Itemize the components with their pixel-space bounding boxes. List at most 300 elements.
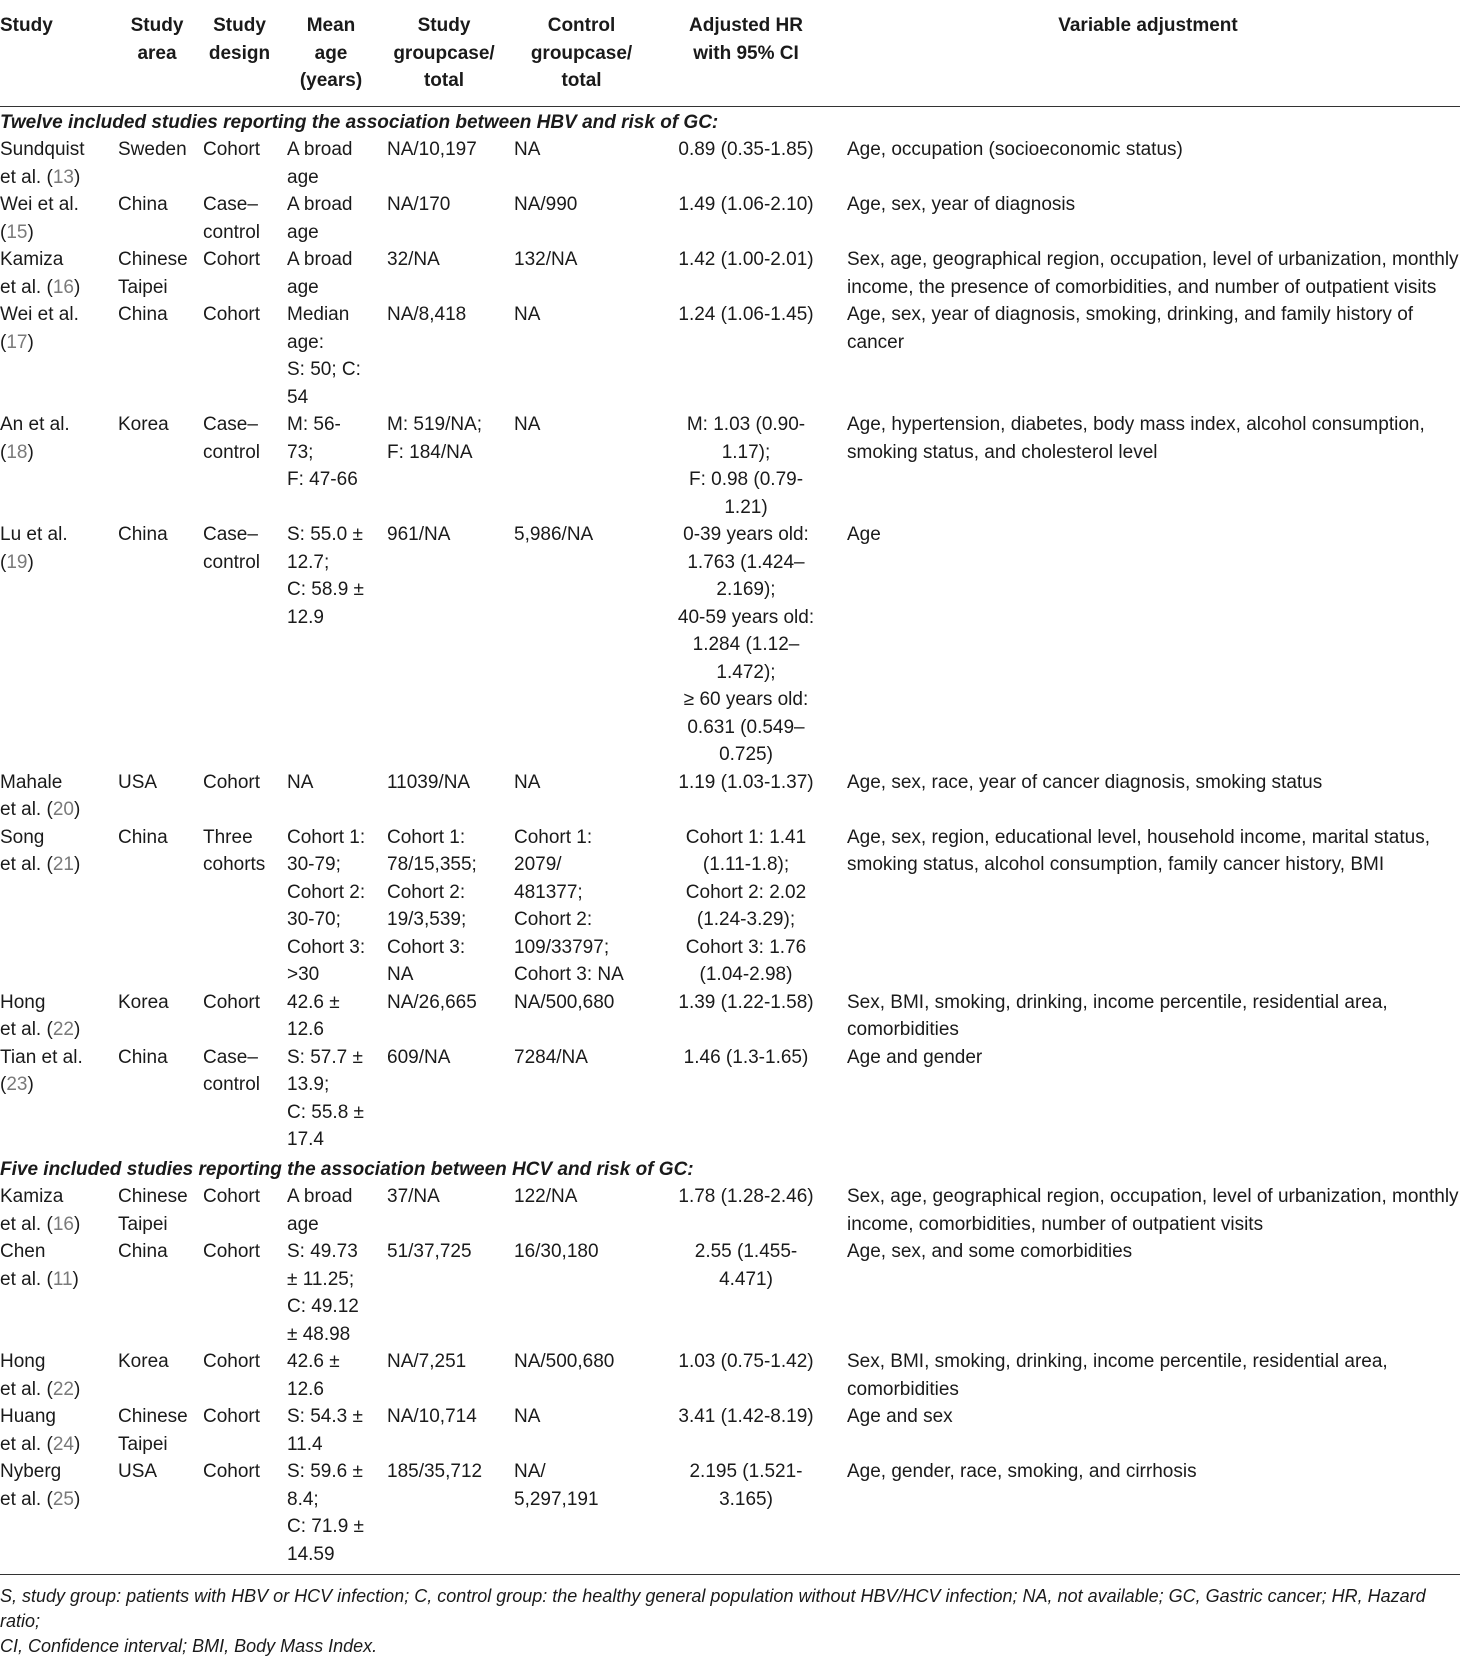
variables-text: Age, sex, year of diagnosis	[847, 194, 1076, 215]
reference-link[interactable]: 15	[6, 221, 28, 243]
header-text: total	[561, 70, 602, 91]
table-row	[0, 246, 1460, 301]
area-text: USA	[118, 771, 158, 793]
citation-paren: )	[27, 331, 34, 353]
header-variable-adjustment	[836, 0, 1460, 106]
study-cell	[0, 191, 116, 246]
variables-cell	[836, 1238, 1460, 1348]
reference-link[interactable]: 22	[52, 1378, 74, 1400]
study-cell	[0, 824, 116, 989]
age-cell	[281, 521, 381, 769]
hr-text: (1.24-3.29);	[696, 909, 796, 930]
hr-text: 1.472);	[716, 661, 776, 683]
age-cell	[281, 191, 381, 246]
area-text: Chinese	[118, 1406, 188, 1427]
hr-text: 1.284 (1.12–	[692, 634, 800, 655]
area-text: China	[118, 194, 168, 215]
header-text: age	[314, 42, 348, 64]
study-cell	[0, 136, 116, 191]
study-group-text: 37/NA	[387, 1186, 440, 1207]
reference-link[interactable]: 24	[52, 1433, 74, 1455]
study-group-text: 609/NA	[387, 1046, 451, 1068]
study-group-text: Cohort 3:	[387, 936, 466, 958]
design-cell	[198, 769, 281, 824]
age-text: age	[287, 221, 319, 243]
variables-cell	[836, 769, 1460, 824]
reference-link[interactable]: 21	[52, 854, 74, 875]
citation-paren: )	[73, 1019, 81, 1040]
study-group-text: 78/15,355;	[387, 854, 477, 875]
area-text: China	[118, 1046, 168, 1068]
study-group-cell	[381, 989, 507, 1044]
variables-text: Sex, age, geographical region, occupation, level of urbanization, monthly	[847, 1186, 1459, 1207]
design-text: Three	[203, 826, 253, 848]
study-author-text: et al. (	[0, 1488, 53, 1510]
control-group-text: 16/30,180	[514, 1241, 599, 1262]
header-text: Study	[213, 15, 266, 36]
header-text: total	[423, 70, 465, 91]
design-text: Cohort	[203, 1461, 261, 1482]
study-group-cell	[381, 301, 507, 411]
header-control-group	[507, 0, 656, 106]
control-group-cell	[507, 824, 656, 989]
variables-cell	[836, 989, 1460, 1044]
study-cell	[0, 411, 116, 521]
hr-text: 1.763 (1.424–	[687, 551, 805, 573]
area-cell	[116, 1238, 198, 1348]
age-text: age	[287, 166, 319, 188]
hr-text: ≥ 60 years old:	[683, 689, 809, 710]
age-text: C: 58.9 ±	[287, 579, 364, 600]
control-group-text: NA	[514, 139, 541, 160]
variables-text: Age, sex, region, educational level, household income, marital status,	[847, 826, 1430, 848]
control-group-cell	[507, 411, 656, 521]
design-text: Cohort	[203, 1351, 261, 1372]
age-cell	[281, 989, 381, 1044]
header-mean-age	[281, 0, 381, 106]
reference-link[interactable]: 11	[52, 1268, 73, 1290]
hr-text: 1.21)	[724, 496, 768, 518]
control-group-text: 122/NA	[514, 1186, 578, 1207]
header-text: Study	[130, 15, 184, 36]
study-citation	[0, 329, 112, 357]
reference-link[interactable]: 20	[52, 799, 74, 820]
area-text: China	[118, 304, 168, 325]
study-author-text: et al. (	[0, 1433, 53, 1455]
header-study-group	[381, 0, 507, 106]
control-group-cell	[507, 1183, 656, 1238]
reference-link[interactable]: 17	[6, 331, 28, 353]
hr-text: 2.169);	[716, 579, 776, 600]
citation-paren: )	[73, 1433, 81, 1455]
age-text: Median	[287, 304, 350, 325]
study-group-text: NA/8,418	[387, 304, 467, 325]
age-cell	[281, 1044, 381, 1154]
study-group-text: Cohort 1:	[387, 826, 466, 848]
area-text: Taipei	[118, 1213, 168, 1235]
area-cell	[116, 769, 198, 824]
age-text: C: 71.9 ±	[287, 1516, 364, 1537]
area-text: Korea	[118, 414, 169, 435]
area-cell	[116, 824, 198, 989]
table-row	[0, 989, 1460, 1044]
variables-cell	[836, 1183, 1460, 1238]
age-cell	[281, 769, 381, 824]
study-text: Kamiza	[0, 1186, 64, 1207]
age-text: C: 49.12	[287, 1296, 359, 1317]
age-cell	[281, 136, 381, 191]
study-author-text: (	[0, 441, 7, 463]
age-text: S: 49.73	[287, 1241, 358, 1262]
variables-text: Sex, age, geographical region, occupation, level of urbanization, monthly	[847, 249, 1459, 270]
age-text: 12.6	[287, 1378, 324, 1400]
design-cell	[198, 1458, 281, 1568]
control-group-text: NA/	[514, 1461, 546, 1482]
study-author-text: et al. (	[0, 1268, 53, 1290]
citation-paren: )	[27, 221, 34, 243]
citation-paren: )	[72, 1268, 79, 1290]
study-text: An et al.	[0, 414, 70, 435]
table-footnote	[0, 1574, 1460, 1659]
area-text: Korea	[118, 991, 169, 1013]
age-text: A broad	[287, 1186, 353, 1207]
study-group-text: F: 184/NA	[387, 441, 473, 463]
variables-text: income, the presence of comorbidities, and number of outpatient visits	[847, 276, 1437, 298]
table-row	[0, 136, 1460, 191]
study-group-text: Cohort 2:	[387, 881, 466, 903]
section-heading: Twelve included studies reporting the association between HBV and risk of GC:	[0, 111, 719, 133]
area-text: China	[118, 524, 168, 545]
hr-text: 1.46 (1.3-1.65)	[683, 1046, 809, 1068]
control-group-text: NA/500,680	[514, 991, 615, 1013]
study-citation	[0, 796, 112, 824]
area-cell	[116, 1458, 198, 1568]
study-cell	[0, 246, 116, 301]
table-row	[0, 411, 1460, 521]
study-author-text: (	[0, 331, 7, 353]
study-cell	[0, 1348, 116, 1403]
design-text: Cohort	[203, 1241, 261, 1262]
age-text: A broad	[287, 249, 353, 270]
age-text: S: 57.7 ±	[287, 1046, 363, 1068]
design-text: control	[203, 441, 261, 463]
hr-text: 1.17);	[721, 441, 771, 463]
table-row	[0, 1238, 1460, 1348]
age-text: S: 54.3 ±	[287, 1406, 363, 1427]
header-text: area	[137, 42, 177, 64]
age-cell	[281, 1403, 381, 1458]
header-row	[0, 0, 1460, 106]
header-text: with 95% CI	[693, 42, 799, 64]
age-text: 12.7;	[287, 551, 330, 573]
study-group-text: NA/7,251	[387, 1351, 467, 1372]
study-group-text: 961/NA	[387, 524, 451, 545]
study-citation	[0, 219, 112, 247]
hr-text: Cohort 2: 2.02	[685, 881, 807, 903]
area-text: Taipei	[118, 276, 168, 298]
age-text: M: 56-	[287, 414, 341, 435]
variables-text: Age and sex	[847, 1406, 953, 1427]
design-text: Cohort	[203, 991, 261, 1013]
control-group-cell	[507, 246, 656, 301]
age-text: A broad	[287, 194, 353, 215]
table-row	[0, 1183, 1460, 1238]
study-text: Sundquist	[0, 139, 85, 160]
reference-link[interactable]: 25	[52, 1488, 74, 1510]
hr-text: 1.19 (1.03-1.37)	[678, 771, 814, 793]
study-group-text: 32/NA	[387, 249, 440, 270]
design-cell	[198, 191, 281, 246]
citation-paren: )	[27, 1074, 34, 1095]
header-study-area	[116, 0, 198, 106]
design-cell	[198, 301, 281, 411]
area-cell	[116, 1403, 198, 1458]
study-text: Wei et al.	[0, 304, 79, 325]
hr-text: (1.11-1.8);	[702, 854, 790, 875]
study-author-text: et al. (	[0, 166, 53, 188]
header-text: Adjusted HR	[689, 15, 803, 36]
age-cell	[281, 824, 381, 989]
age-text: 42.6 ±	[287, 991, 340, 1013]
control-group-text: 5,986/NA	[514, 524, 594, 545]
citation-paren: )	[73, 1378, 81, 1400]
study-author-text: (	[0, 551, 7, 573]
control-group-text: Cohort 3: NA	[514, 964, 624, 985]
area-text: USA	[118, 1461, 158, 1482]
area-cell	[116, 246, 198, 301]
age-text: S: 50; C:	[287, 359, 361, 380]
reference-link[interactable]: 23	[6, 1074, 28, 1095]
control-group-cell	[507, 1403, 656, 1458]
table-row	[0, 301, 1460, 411]
study-text: Hong	[0, 1351, 46, 1372]
study-author-text: et al. (	[0, 1213, 53, 1235]
header-text: (years)	[299, 70, 363, 91]
hr-text: 0-39 years old:	[683, 524, 809, 545]
age-text: Cohort 1:	[287, 826, 366, 848]
study-text: Tian et al.	[0, 1046, 83, 1068]
study-citation	[0, 274, 112, 302]
study-text: Song	[0, 826, 45, 848]
reference-link[interactable]: 16	[52, 1213, 74, 1235]
design-text: Cohort	[203, 249, 261, 270]
citation-paren: )	[73, 1488, 81, 1510]
area-text: Chinese	[118, 249, 188, 270]
variables-text: Sex, BMI, smoking, drinking, income percentile, residential area,	[847, 1351, 1388, 1372]
study-author-text: et al. (	[0, 276, 53, 298]
variables-text: comorbidities	[847, 1378, 959, 1400]
age-cell	[281, 1238, 381, 1348]
area-cell	[116, 301, 198, 411]
study-citation	[0, 1376, 112, 1404]
control-group-cell	[507, 191, 656, 246]
study-cell	[0, 1238, 116, 1348]
control-group-cell	[507, 301, 656, 411]
age-cell	[281, 246, 381, 301]
area-text: Sweden	[118, 139, 187, 160]
variables-cell	[836, 136, 1460, 191]
hr-cell	[656, 1183, 836, 1238]
control-group-cell	[507, 1044, 656, 1154]
design-text: control	[203, 221, 261, 243]
study-text: Huang	[0, 1406, 56, 1427]
table-row	[0, 1044, 1460, 1154]
citation-paren: )	[73, 799, 81, 820]
hr-cell	[656, 136, 836, 191]
study-group-text: NA/10,197	[387, 139, 477, 160]
variables-text: Age and gender	[847, 1046, 983, 1068]
study-group-text: 51/37,725	[387, 1241, 472, 1262]
age-cell	[281, 301, 381, 411]
table-row	[0, 1403, 1460, 1458]
age-text: 11.4	[287, 1433, 323, 1455]
design-cell	[198, 521, 281, 769]
footnote-line: S, study group: patients with HBV or HCV infection; C, control group: the healthy general population without HBV/HCV infection; NA, not available; GC, Gastric cancer; HR, Hazard ratio;	[0, 1586, 1426, 1631]
reference-link[interactable]: 19	[6, 551, 28, 573]
age-text: 30-70;	[287, 909, 341, 930]
study-text: Wei et al.	[0, 194, 79, 215]
age-text: Cohort 2:	[287, 881, 366, 903]
design-cell	[198, 246, 281, 301]
hr-cell	[656, 411, 836, 521]
design-cell	[198, 989, 281, 1044]
area-text: Taipei	[118, 1433, 168, 1455]
age-text: 30-79;	[287, 854, 341, 875]
age-cell	[281, 1458, 381, 1568]
hr-cell	[656, 191, 836, 246]
study-group-text: NA/10,714	[387, 1406, 477, 1427]
header-text: Variable adjustment	[1058, 15, 1238, 36]
variables-text: cancer	[847, 331, 905, 353]
table-header	[0, 0, 1460, 106]
area-text: China	[118, 826, 168, 848]
design-cell	[198, 411, 281, 521]
age-text: NA	[287, 771, 314, 793]
variables-cell	[836, 521, 1460, 769]
control-group-text: NA	[514, 414, 541, 435]
area-cell	[116, 411, 198, 521]
study-citation	[0, 439, 112, 467]
variables-text: Age, sex, race, year of cancer diagnosis, smoking status	[847, 771, 1323, 793]
reference-link[interactable]: 13	[52, 166, 74, 188]
hr-cell	[656, 521, 836, 769]
study-group-cell	[381, 824, 507, 989]
area-cell	[116, 989, 198, 1044]
study-group-text: NA/170	[387, 194, 451, 215]
study-group-text: 19/3,539;	[387, 909, 467, 930]
age-text: 54	[287, 386, 309, 408]
header-text: groupcase/	[393, 42, 495, 64]
citation-paren: )	[73, 166, 81, 188]
variables-text: Age, occupation (socioeconomic status)	[847, 139, 1183, 160]
age-text: Cohort 3:	[287, 936, 366, 958]
hr-cell	[656, 301, 836, 411]
design-cell	[198, 1183, 281, 1238]
study-cell	[0, 301, 116, 411]
age-text: S: 59.6 ±	[287, 1461, 363, 1482]
control-group-cell	[507, 1238, 656, 1348]
hr-text: F: 0.98 (0.79-	[688, 469, 804, 490]
header-text: groupcase/	[530, 42, 633, 64]
area-cell	[116, 521, 198, 769]
study-text: Kamiza	[0, 249, 64, 270]
control-group-text: 5,297,191	[514, 1488, 599, 1510]
design-text: Cohort	[203, 304, 261, 325]
control-group-text: 132/NA	[514, 249, 578, 270]
study-author-text: et al. (	[0, 1019, 53, 1040]
age-text: C: 55.8 ±	[287, 1101, 364, 1123]
table-row	[0, 1458, 1460, 1568]
hr-text: 1.42 (1.00-2.01)	[678, 249, 814, 270]
area-cell	[116, 1183, 198, 1238]
header-study-design	[198, 0, 281, 106]
study-group-cell	[381, 191, 507, 246]
study-author-text: (	[0, 221, 7, 243]
study-author-text: (	[0, 1074, 7, 1095]
variables-cell	[836, 824, 1460, 989]
reference-link[interactable]: 22	[52, 1019, 74, 1040]
study-cell	[0, 1044, 116, 1154]
hr-cell	[656, 246, 836, 301]
control-group-text: NA/500,680	[514, 1351, 615, 1372]
hr-text: (1.04-2.98)	[699, 964, 793, 985]
study-author-text: et al. (	[0, 854, 53, 875]
table-body	[0, 106, 1460, 1568]
control-group-text: NA	[514, 771, 541, 793]
area-cell	[116, 191, 198, 246]
design-cell	[198, 1238, 281, 1348]
study-group-text: M: 519/NA;	[387, 414, 483, 435]
variables-cell	[836, 191, 1460, 246]
reference-link[interactable]: 16	[52, 276, 74, 298]
age-text: 73;	[287, 441, 314, 463]
age-text: F: 47-66	[287, 469, 358, 490]
control-group-text: Cohort 1:	[514, 826, 593, 848]
design-text: Case–	[203, 524, 258, 545]
area-cell	[116, 1044, 198, 1154]
variables-text: Age, sex, year of diagnosis, smoking, drinking, and family history of	[847, 304, 1414, 325]
area-text: Chinese	[118, 1186, 188, 1207]
section-heading-row	[0, 106, 1460, 136]
study-group-cell	[381, 1403, 507, 1458]
citation-paren: )	[73, 854, 81, 875]
design-text: Case–	[203, 414, 258, 435]
study-citation	[0, 1266, 112, 1294]
hr-text: 0.725)	[719, 744, 773, 765]
variables-cell	[836, 1348, 1460, 1403]
reference-link[interactable]: 18	[6, 441, 28, 463]
hr-text: 4.471)	[719, 1268, 773, 1290]
footnote-line: CI, Confidence interval; BMI, Body Mass Index.	[0, 1636, 378, 1656]
age-cell	[281, 411, 381, 521]
hr-text: 40-59 years old:	[677, 606, 815, 628]
hr-text: M: 1.03 (0.90-	[686, 414, 806, 435]
age-text: 13.9;	[287, 1074, 330, 1095]
study-citation	[0, 549, 112, 577]
age-text: ± 48.98	[287, 1323, 351, 1345]
study-group-cell	[381, 769, 507, 824]
study-text: Nyberg	[0, 1461, 62, 1482]
age-text: >30	[287, 964, 320, 985]
control-group-text: 7284/NA	[514, 1046, 588, 1068]
age-text: 17.4	[287, 1129, 324, 1150]
area-text: China	[118, 1241, 168, 1262]
design-cell	[198, 1044, 281, 1154]
design-text: Case–	[203, 1046, 258, 1068]
design-text: cohorts	[203, 854, 266, 875]
header-text: Control	[547, 15, 616, 36]
study-citation	[0, 164, 112, 192]
